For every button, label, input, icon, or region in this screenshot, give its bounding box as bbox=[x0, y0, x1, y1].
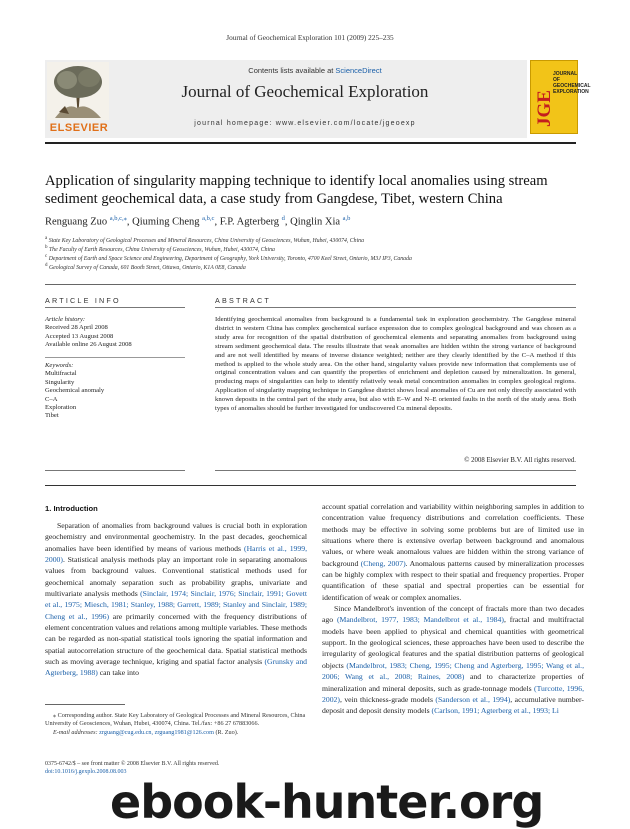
article-info-heading: ARTICLE INFO bbox=[45, 296, 121, 305]
author-name[interactable]: Qiuming Cheng bbox=[132, 216, 200, 228]
sciencedirect-link[interactable]: ScienceDirect bbox=[335, 66, 382, 75]
header-divider bbox=[45, 142, 576, 144]
affiliation-text: Department of Earth and Space Science and Engineering, Department of Geography, York University, Toronto, 4700 Keel Street, Ontario, M3J IP3, Canada bbox=[48, 255, 412, 262]
citation-link[interactable]: (Harris et al., 1999, 2000) bbox=[45, 543, 308, 565]
intro-heading: 1. Introduction bbox=[45, 504, 98, 513]
contents-prefix: Contents lists available at bbox=[248, 66, 336, 75]
online-date: Available online 26 August 2008 bbox=[45, 341, 132, 349]
email-label: E-mail addresses: bbox=[53, 728, 100, 736]
author-sup[interactable]: a,b,c,⁎ bbox=[109, 215, 127, 222]
text-run: account spatial correlation and variability within neighboring samples in addition to concentration value frequency distributions and correlation coefficients. These methods may be effective in solving some problems but are of limited use in situations where there is extensive overlap between background and anomalous values, or where weak anomalous values are hidden within the strong variance of background bbox=[322, 502, 584, 568]
author-sup[interactable]: d bbox=[281, 215, 285, 222]
footnote-text: Corresponding author. State Key Laboratory of Geological Processes and Mineral Resources, China University of Geosciences, Wuhan, Hubei, 430074, China. Tel./fax: +86 27 67883066. bbox=[45, 712, 306, 728]
footnote-rule bbox=[45, 704, 125, 705]
keywords-label: Keywords: bbox=[45, 362, 74, 369]
front-matter-line: 0375-6742/$ – see front matter © 2008 Elsevier B.V. All rights reserved. bbox=[45, 761, 220, 767]
affiliation bbox=[45, 263, 585, 271]
text-run: . Statistical analysis methods play an important role in separating anomalous values from background values. Conventional statistical methods used for geochemical anomaly separation such as probability graphs, univariate and multivariate analysis methods bbox=[45, 555, 307, 599]
keywords-rule bbox=[45, 357, 185, 358]
affiliation bbox=[45, 236, 585, 244]
issn-block bbox=[45, 760, 307, 776]
citation-link[interactable]: (Mandelbrot, 1983; Cheng, 1995; Cheng and Agterberg, 1995; Wang et al., 2006; Wang et al., 2008; Raines, 2008) bbox=[322, 660, 584, 682]
journal-cover-thumbnail bbox=[530, 60, 591, 134]
email-links[interactable]: zrguang@cug.edu.cn, zrguang1981@126.com bbox=[99, 728, 214, 736]
contents-line bbox=[200, 66, 430, 75]
citation-link[interactable]: (Sinclair, 1974; Sinclair, 1976; Sinclair, 1991; Govett et al., 1975; Miesch, 1981; Stanley, 1988; Garrett, 1989; Stanley and Sinclair, 1989; Cheng et al., 1996) bbox=[45, 589, 307, 621]
watermark: ebook-hunter.org bbox=[110, 775, 544, 829]
text-run: , accumulative number-deposit and deposit density models bbox=[322, 694, 584, 716]
article-history bbox=[45, 316, 205, 350]
intro-left-column bbox=[45, 520, 307, 679]
citation-link[interactable]: (Grunsky and Agterberg, 1988) bbox=[45, 657, 308, 678]
text-run: , fractal and multifractal models have been applied to physical and chemical quantities with geometrical support. In the geological sciences, these approaches have been used to describe the irregularity of geological features and the spatial distribution patterns of geological objects bbox=[322, 615, 584, 670]
keyword: Geochemical anomaly bbox=[45, 387, 105, 395]
history-label: Article history: bbox=[45, 316, 86, 323]
author-name[interactable]: F.P. Agterberg bbox=[219, 216, 280, 228]
article-info-end-rule bbox=[45, 470, 185, 471]
citation-link[interactable]: (Turcotte, 1996, 2002) bbox=[322, 683, 584, 704]
affiliation-text: The Faculty of Earth Resources, China University of Geosciences, Wuhan, Hubei, 430074, China bbox=[48, 246, 275, 253]
homepage-link[interactable]: www.elsevier.com/locate/jgeoexp bbox=[275, 120, 416, 127]
text-run: Since Mandelbrot's invention of the concept of fractals more than two decades ago bbox=[322, 604, 584, 625]
text-run: can take into bbox=[97, 668, 140, 678]
doi-link[interactable]: doi:10.1016/j.gexplo.2008.08.003 bbox=[45, 769, 127, 776]
keyword: Tibet bbox=[45, 412, 59, 420]
keyword: Multifractal bbox=[45, 370, 77, 378]
copyright-line: © 2008 Elsevier B.V. All rights reserved. bbox=[464, 457, 576, 464]
footnote-marker: ⁎ bbox=[53, 712, 57, 719]
front-matter-divider bbox=[45, 485, 576, 486]
keywords-block bbox=[45, 362, 205, 421]
author-name[interactable]: Qinglin Xia bbox=[290, 216, 341, 228]
text-run: . Anomalous patterns caused by mineralization processes can be highly complex with respect to their spatial and frequency properties. Proper quantification of these spatial and spectral properties can be essential for identification of weak or complex anomalies. bbox=[322, 558, 584, 602]
affiliation-marker: a bbox=[45, 236, 48, 241]
keyword: Singularity bbox=[45, 378, 75, 386]
running-head: Journal of Geochemical Exploration 101 (2009) 225–235 bbox=[226, 33, 394, 42]
text-run: are primarily concerned with the frequency distributions of element concentration values and relations among multiple variables. These methods can be regarded as non-spatial statistical tools ignoring the spatial information and spatial autocorrelation structure of the geochemical data. Spatial statistical methods such as moving average technique, kriging and spatial factor analysis bbox=[45, 611, 307, 667]
citation-link[interactable]: (Sanderson et al., 1994) bbox=[435, 694, 511, 704]
affiliation-marker: b bbox=[45, 245, 48, 250]
cover-journal-name: JOURNAL OF GEOCHEMICAL EXPLORATION bbox=[553, 71, 591, 95]
journal-title: Journal of Geochemical Exploration bbox=[181, 82, 429, 101]
elsevier-tree-logo-icon bbox=[47, 62, 109, 120]
keyword: C–A bbox=[45, 395, 58, 403]
elsevier-wordmark: ELSEVIER bbox=[49, 122, 109, 134]
accepted-date: Accepted 13 August 2008 bbox=[45, 332, 114, 340]
abstract-rule bbox=[215, 307, 576, 308]
text-run: Separation of anomalies from background values is crucial both in exploration geochemistry and environmental geochemistry. In the past decades, geochemical anomalies have been identified by means of various methods bbox=[45, 521, 307, 553]
affiliation-text: Geological Survey of Canada, 601 Booth Street, Ottawa, Ontario, K1A 0E8, Canada bbox=[48, 264, 246, 271]
homepage-line bbox=[140, 120, 470, 127]
keyword: Exploration bbox=[45, 404, 77, 412]
abstract-end-rule bbox=[215, 470, 576, 471]
affiliation-marker: d bbox=[45, 263, 48, 268]
citation-link[interactable]: (Carlson, 1991; Agterberg et al., 1993; Li bbox=[431, 706, 559, 716]
received-date: Received 28 April 2008 bbox=[45, 324, 108, 332]
author-sup[interactable]: a,b bbox=[342, 215, 351, 222]
abstract-heading: ABSTRACT bbox=[215, 296, 271, 305]
author-list: Renguang Zuo $^{a,b,c,⁎}$, Qiuming Cheng $^{a,b,c}$, F.P. Agterberg $^d$, Qinglin Xia $^{a,b}$ bbox=[45, 215, 351, 228]
intro-right-column bbox=[322, 501, 584, 717]
paper-title: Application of singularity mapping technique to identify local anomalies using stream sediment geochemical data, a case study from Gangdese, Tibet, western China bbox=[45, 173, 548, 207]
affiliation-divider bbox=[45, 284, 576, 285]
paragraph bbox=[322, 603, 584, 716]
citation-link[interactable]: (Mandelbrot, 1977, 1983; Mandelbrot et al., 1984) bbox=[336, 615, 504, 625]
corresponding-author-footnote bbox=[45, 712, 307, 737]
abstract-text: Identifying geochemical anomalies from background is a fundamental task in exploration geochemistry. The Gangdese mineral district in western China has complex geochemical surface expression due to complex geological background and was chosen as a study area for recognition of the spatial distribution of geochemical elements and separating anomalies from background using stream sediment geochemical data. The results illustrate that weak anomalies are hidden within the strong variance of background and are not well identified by means of inverse distance weighted; neither are they clearly identified by the C–A method if this method is applied to the whole study area. On the other hand, singularity values provide new information that complements use of original concentration values and can quantify the properties of enrichment and depletion caused by mineralization. In general, producing maps of singularities can help to identify relatively weak metal concentration anomalies in complex geological regions. Application of singularity mapping technique in Gangdese district shows local anomalies of Cu are not only directly associated with known deposits in the central part of the study area, but also with E–W and N–E oriented faults in the north of the study area. Both types of anomalies should be further investigated for undiscovered Cu mineral deposits. bbox=[215, 316, 576, 413]
text-run: and to characterize properties of mineralization and mineral deposits, such as grade-tonnage models bbox=[322, 672, 585, 693]
article-info-rule bbox=[45, 307, 185, 308]
affiliation bbox=[45, 254, 585, 262]
author-sup[interactable]: a,b,c bbox=[202, 215, 215, 222]
affiliation-marker: c bbox=[45, 254, 48, 259]
affiliation bbox=[45, 245, 585, 253]
author-name[interactable]: Renguang Zuo bbox=[45, 216, 108, 228]
affiliation-text: State Key Laboratory of Geological Processes and Mineral Resources, China University of Geosciences, Wuhan, Hubei, 430074, China bbox=[48, 237, 364, 244]
cover-abbrev: JGE bbox=[534, 90, 555, 127]
text-run: , vein thickness-grade models bbox=[339, 694, 436, 704]
email-suffix: (R. Zuo). bbox=[213, 728, 239, 736]
citation-link[interactable]: (Cheng, 2007) bbox=[360, 558, 406, 568]
homepage-prefix: journal homepage: bbox=[194, 120, 276, 127]
